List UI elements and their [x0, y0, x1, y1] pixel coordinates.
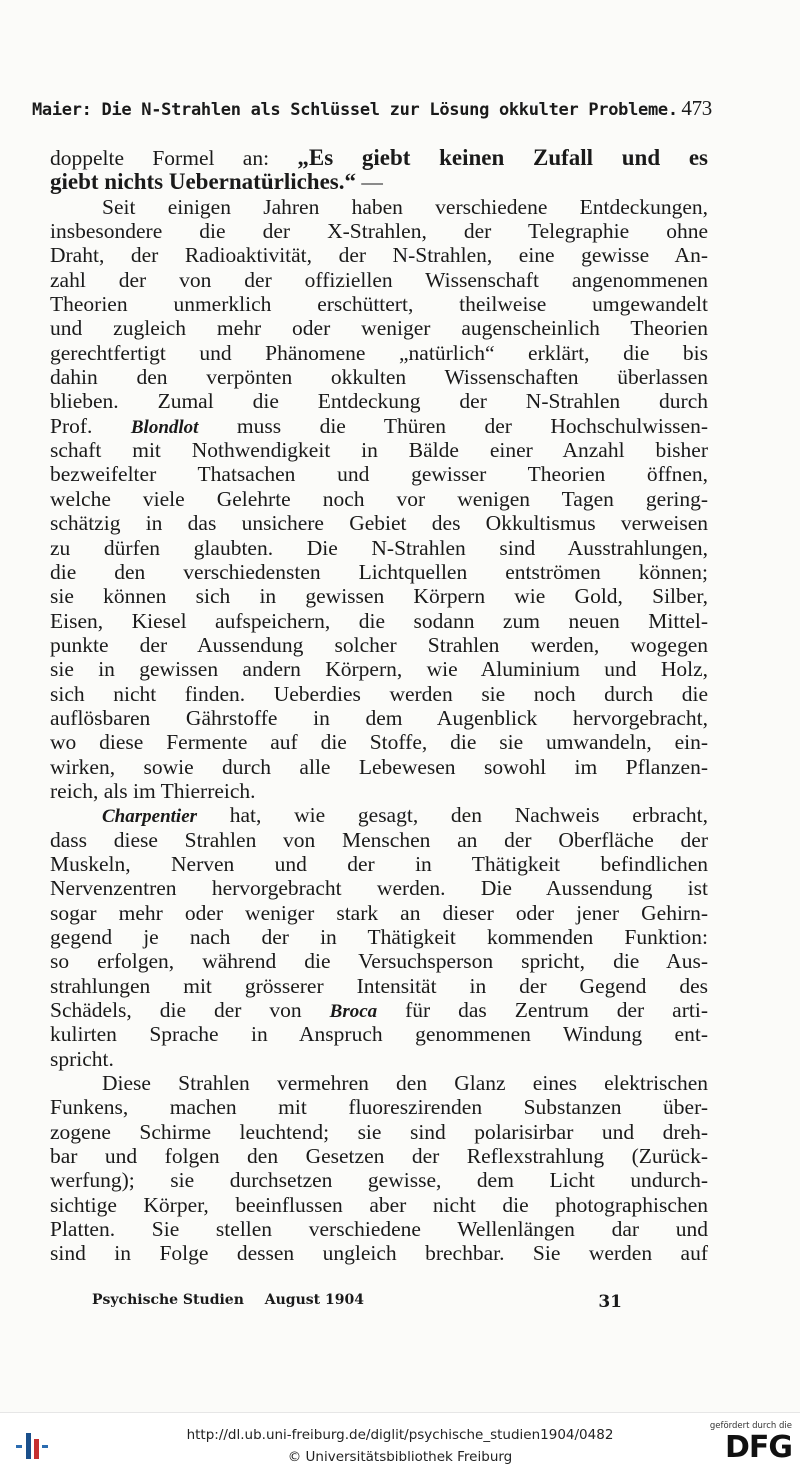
text-line	[50, 755, 708, 779]
text-line	[50, 511, 708, 535]
document-url[interactable]: http://dl.ub.uni-freiburg.de/diglit/psychische_studien1904/0482	[186, 1427, 614, 1443]
text-line	[50, 876, 708, 900]
italic-name: Charpentier	[102, 806, 198, 828]
running-head-title: Maier: Die N-Strahlen als Schlüssel zur Lösung okkulter Probleme.	[32, 100, 678, 120]
text-line	[50, 219, 708, 243]
text-line	[50, 852, 708, 876]
text-line	[50, 170, 708, 194]
text-segment: zu dürfen glaubten. Die N-Strahlen sind Ausstrahlungen,	[50, 535, 708, 560]
text-segment: und zugleich mehr oder weniger augenscheinlich Theorien	[50, 316, 708, 341]
text-line	[50, 414, 708, 438]
text-line	[50, 292, 708, 316]
text-segment: strahlungen mit grösserer Intensität in der Gegend des	[50, 973, 708, 998]
text-segment: Muskeln, Nerven und der in Thätigkeit befindlichen	[50, 851, 708, 876]
bold-text: giebt nichts Uebernatürliches.“	[50, 169, 357, 195]
text-segment: schätzig in das unsichere Gebiet des Okkultismus verweisen	[50, 511, 708, 536]
text-segment: Funkens, machen mit fluoreszirenden Substanzen über-	[50, 1095, 708, 1120]
text-line	[50, 706, 708, 730]
text-segment: Diese Strahlen vermehren den Glanz eines elektrischen	[102, 1071, 708, 1096]
text-segment: blieben. Zumal die Entdeckung der N-Strahlen durch	[50, 389, 708, 414]
bold-text: „Es giebt keinen Zufall und es	[297, 145, 708, 170]
text-line	[50, 925, 708, 949]
text-segment: zogene Schirme leuchtend; sie sind polarisirbar und dreh-	[50, 1119, 708, 1144]
text-segment: Platten. Sie stellen verschiedene Wellenlängen dar und	[50, 1217, 708, 1242]
text-line	[50, 268, 708, 292]
dfg-caption: gefördert durch die	[709, 1421, 792, 1431]
text-line	[50, 316, 708, 340]
text-segment: welche viele Gelehrte noch vor wenigen Tagen gering-	[50, 486, 708, 511]
text-line	[50, 1047, 708, 1071]
copyright-notice: © Universitätsbibliothek Freiburg	[287, 1449, 513, 1465]
text-segment: dass diese Strahlen von Menschen an der Oberfläche der	[50, 827, 708, 852]
body-text	[50, 146, 708, 1266]
text-segment: sie können sich in gewissen Körpern wie Gold, Silber,	[50, 584, 708, 609]
text-segment: gegend je nach der in Thätigkeit kommenden Funktion:	[50, 925, 708, 949]
page-footer	[92, 1292, 622, 1312]
text-line	[50, 1071, 708, 1095]
text-segment: sichtige Körper, beeinflussen aber nicht die photographischen	[50, 1192, 708, 1217]
footer-journal: Psychische Studien	[92, 1292, 244, 1308]
text-segment: hat, wie gesagt, den Nachweis erbracht,	[197, 803, 708, 828]
text-segment: für das Zentrum der arti-	[377, 998, 708, 1023]
text-line	[50, 657, 708, 681]
text-line	[50, 901, 708, 925]
text-line	[50, 1193, 708, 1217]
text-segment: dahin den verpönten okkulten Wissenschaften überlassen	[50, 365, 708, 390]
text-line	[50, 1144, 708, 1168]
text-line	[50, 730, 708, 754]
text-line	[50, 1217, 708, 1241]
text-line	[50, 974, 708, 998]
text-segment: Schädels, die der von	[50, 998, 330, 1023]
text-segment: sich nicht finden. Ueberdies werden sie noch durch die	[50, 681, 708, 706]
text-line	[50, 1120, 708, 1144]
text-segment: Seit einigen Jahren haben verschiedene Entdeckungen,	[102, 194, 708, 219]
text-line	[50, 633, 708, 657]
text-segment: Eisen, Kiesel aufspeichern, die sodann zum neuen Mittel-	[50, 608, 708, 633]
text-segment: bar und folgen den Gesetzen der Reflexstrahlung (Zurück-	[50, 1144, 708, 1169]
italic-name: Broca	[329, 1001, 378, 1023]
text-line	[50, 949, 708, 973]
text-line	[50, 560, 708, 584]
text-line	[50, 341, 708, 365]
italic-name: Blondlot	[130, 416, 199, 438]
text-line	[50, 438, 708, 462]
text-segment: sind in Folge dessen ungleich brechbar. Sie werden auf	[50, 1241, 708, 1266]
running-head	[32, 96, 712, 121]
text-segment: Prof.	[50, 413, 131, 438]
text-line	[50, 243, 708, 267]
text-segment: gerechtfertigt und Phänomene „natürlich“ erklärt, die bis	[50, 340, 708, 365]
text-line	[50, 1095, 708, 1119]
text-line	[50, 828, 708, 852]
text-segment: Theorien unmerklich erschüttert, theilweise umgewandelt	[50, 292, 708, 317]
text-line	[50, 146, 708, 170]
text-line	[50, 365, 708, 389]
text-segment: spricht.	[50, 1046, 114, 1071]
text-segment: so erfolgen, während die Versuchsperson spricht, die Aus-	[50, 949, 708, 974]
text-segment: muss die Thüren der Hochschulwissen-	[198, 413, 709, 438]
text-line	[50, 779, 708, 803]
text-line	[50, 536, 708, 560]
text-segment: zahl der von der offiziellen Wissenschaft angenommenen	[50, 267, 708, 292]
footer-date: August 1904	[264, 1292, 364, 1308]
text-line	[50, 195, 708, 219]
text-line	[50, 1022, 708, 1046]
text-segment: Nervenzentren hervorgebracht werden. Die Aussendung ist	[50, 876, 708, 901]
text-segment: bezweifelter Thatsachen und gewisser Theorien öffnen,	[50, 462, 708, 487]
text-segment: reich, als im Thierreich.	[50, 778, 256, 803]
text-segment: schaft mit Nothwendigkeit in Bälde einer Anzahl bisher	[50, 438, 708, 463]
text-segment: kulirten Sprache in Anspruch genommenen Windung ent-	[50, 1022, 708, 1047]
text-segment: wo diese Fermente auf die Stoffe, die sie umwandeln, ein-	[50, 730, 708, 755]
text-segment: die den verschiedensten Lichtquellen entströmen können;	[50, 559, 708, 584]
text-line	[50, 998, 708, 1022]
text-line	[50, 487, 708, 511]
text-segment: —	[356, 170, 383, 195]
text-segment: doppelte Formel an:	[50, 146, 298, 170]
dfg-logo: DFG	[724, 1430, 792, 1465]
text-line	[50, 1168, 708, 1192]
text-line	[50, 609, 708, 633]
text-line	[50, 462, 708, 486]
text-segment: werfung); sie durchsetzen gewisse, dem Licht undurch-	[50, 1168, 708, 1193]
text-line	[50, 682, 708, 706]
text-segment: sogar mehr oder weniger stark an dieser oder jener Gehirn-	[50, 900, 708, 925]
text-line	[50, 803, 708, 827]
footer-signature: 31	[598, 1292, 622, 1312]
text-line	[50, 389, 708, 413]
viewer-footer-bar	[0, 1412, 800, 1473]
text-segment: insbesondere die der X-Strahlen, der Telegraphie ohne	[50, 219, 708, 244]
text-segment: sie in gewissen andern Körpern, wie Aluminium und Holz,	[50, 657, 708, 682]
page-number: 473	[681, 96, 712, 120]
text-segment: Draht, der Radioaktivität, der N-Strahlen, eine gewisse An-	[50, 243, 708, 268]
text-line	[50, 1241, 708, 1265]
text-segment: wirken, sowie durch alle Lebewesen sowohl im Pflanzen-	[50, 754, 708, 779]
text-segment: punkte der Aussendung solcher Strahlen werden, wogegen	[50, 632, 708, 657]
text-line	[50, 584, 708, 608]
dfg-funding-badge	[706, 1421, 792, 1463]
text-segment: auflösbaren Gährstoffe in dem Augenblick hervorgebracht,	[50, 705, 708, 730]
